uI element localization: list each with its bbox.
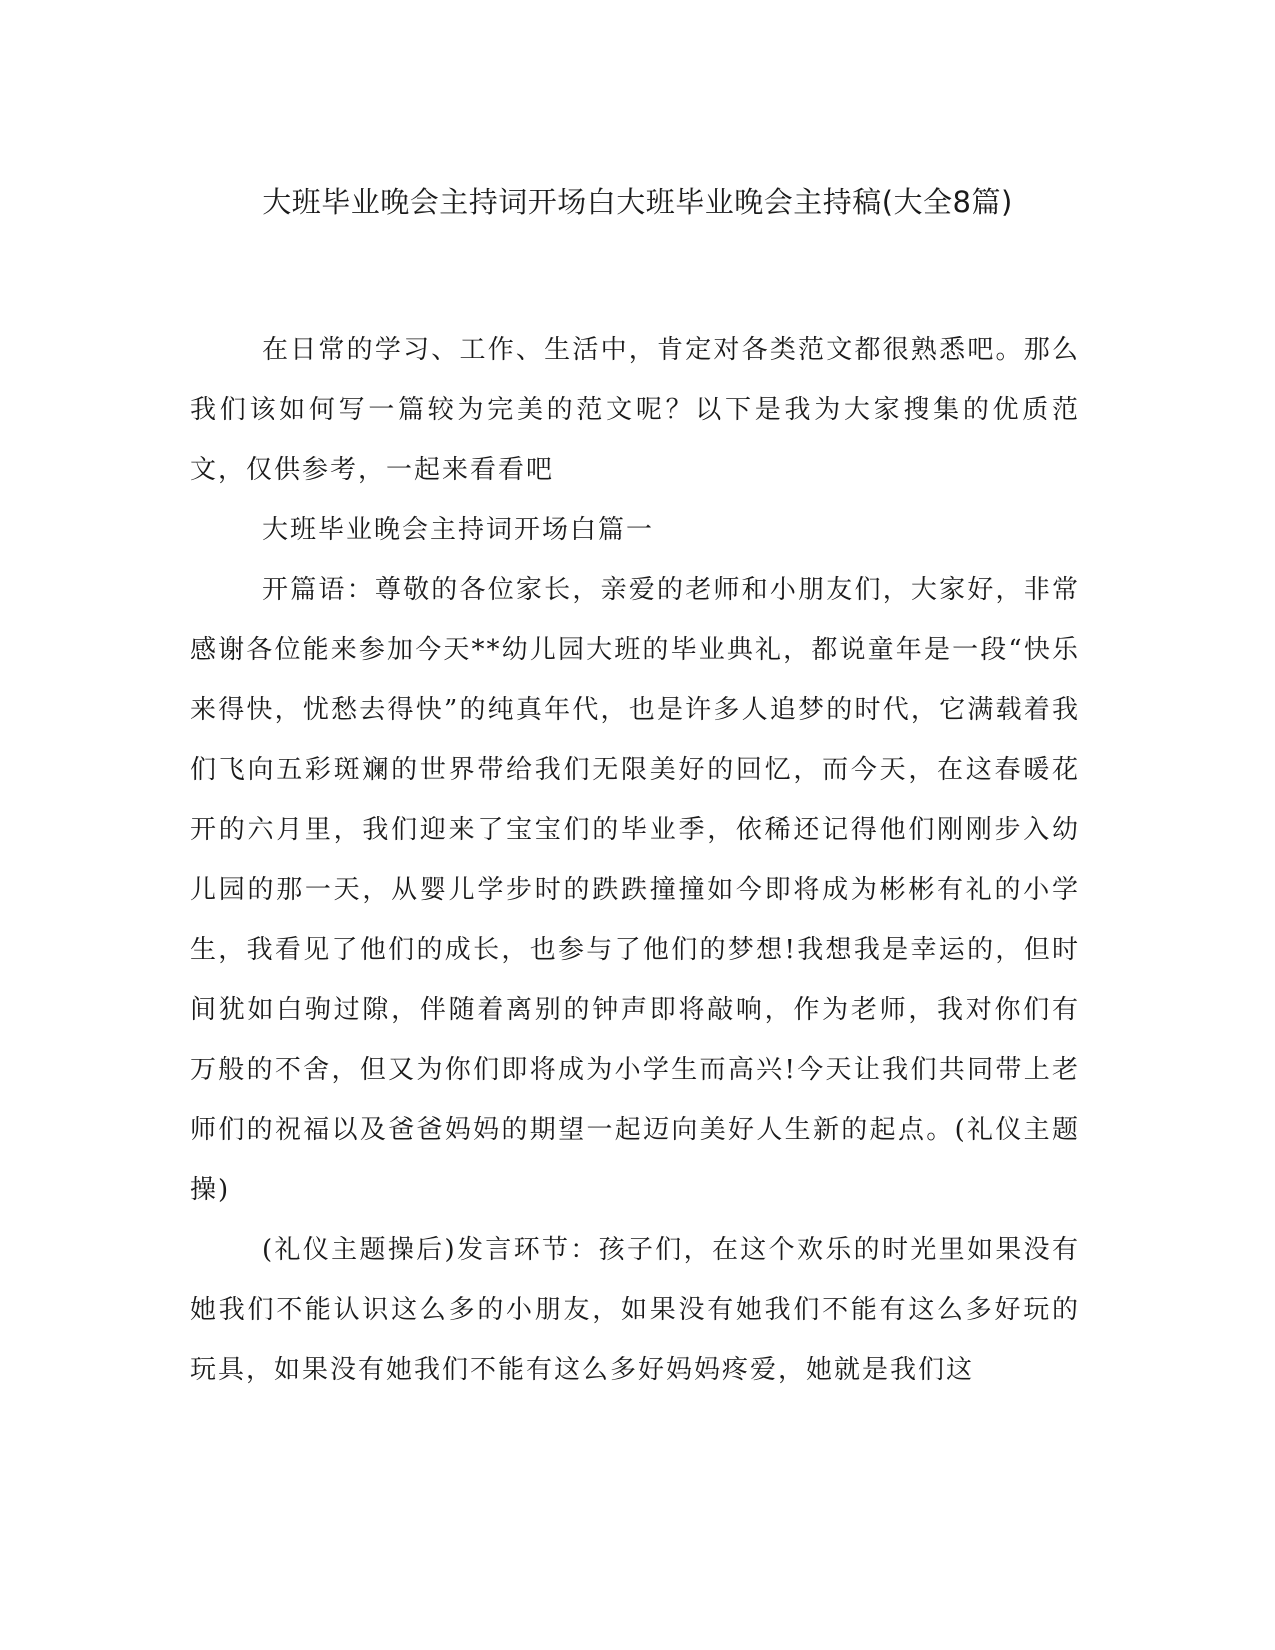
document-title: 大班毕业晚会主持词开场白大班毕业晚会主持稿(大全8篇) (262, 185, 1013, 219)
paragraph-speech-segment: (礼仪主题操后)发言环节：孩子们，在这个欢乐的时光里如果没有她我们不能认识这么多的小朋友，如果没有她我们不能有这么多好玩的玩具，如果没有她我们不能有这么多好妈妈疼爱，她就是我们这 (190, 1235, 1080, 1385)
paragraph-intro: 在日常的学习、工作、生活中，肯定对各类范文都很熟悉吧。那么我们该如何写一篇较为完美的范文呢？以下是我为大家搜集的优质范文，仅供参考，一起来看看吧 (190, 335, 1080, 485)
section-heading: 大班毕业晚会主持词开场白篇一 (262, 515, 655, 545)
document-body (190, 320, 1080, 1400)
paragraph-opening-speech: 开篇语：尊敬的各位家长，亲爱的老师和小朋友们，大家好，非常感谢各位能来参加今天**幼儿园大班的毕业典礼，都说童年是一段“快乐来得快，忧愁去得快”的纯真年代，也是许多人追梦的时代，它满载着我们飞向五彩斑斓的世界带给我们无限美好的回忆，而今天，在这春暖花开的六月里，我们迎来了宝宝们的毕业季，依稀还记得他们刚刚步入幼儿园的那一天，从婴儿学步时的跌跌撞撞如今即将成为彬彬有礼的小学生，我看见了他们的成长，也参与了他们的梦想!我想我是幸运的，但时间犹如白驹过隙，伴随着离别的钟声即将敲响，作为老师，我对你们有万般的不舍，但又为你们即将成为小学生而高兴!今天让我们共同带上老师们的祝福以及爸爸妈妈的期望一起迈向美好人生新的起点。(礼仪主题操) (190, 575, 1080, 1205)
